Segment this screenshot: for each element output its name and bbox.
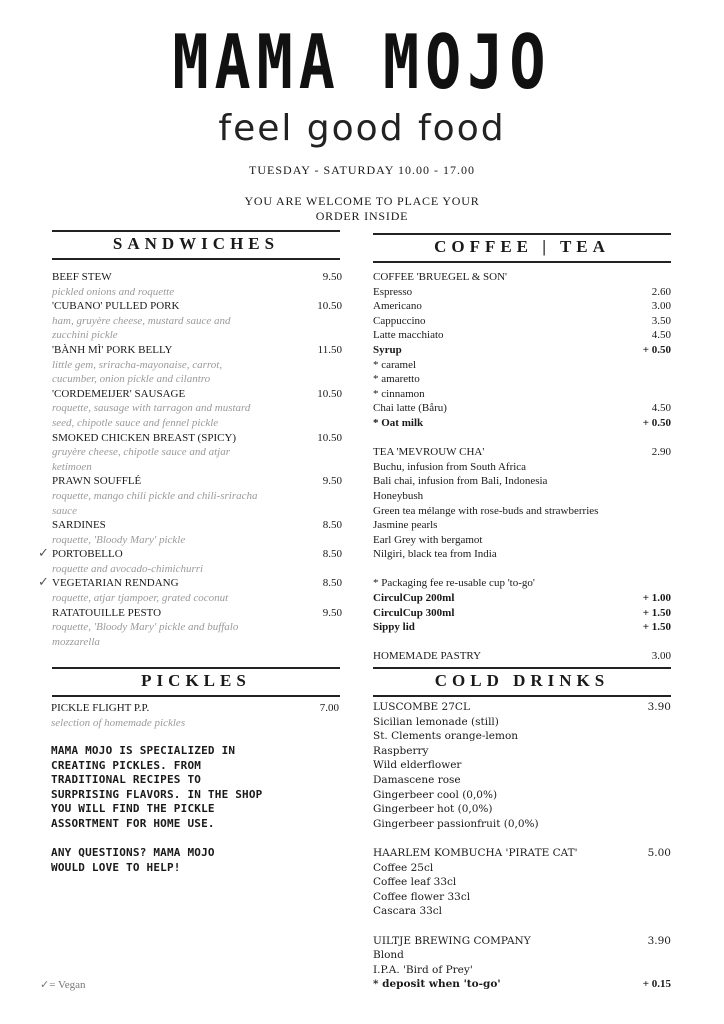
item-description: mozzarella — [52, 635, 100, 648]
menu-item: * deposit when 'to-go' + 0.15 — [373, 978, 671, 991]
menu-item: HOMEMADE PASTRY 3.00 — [373, 650, 671, 663]
tea-item: Nilgiri, black tea from India — [373, 548, 497, 561]
coffee-tea-list — [373, 270, 671, 664]
coffee-header: COFFEE 'BRUEGEL & SON' — [373, 271, 508, 283]
menu-item: ✓ PORTOBELLO 8.50 — [38, 545, 342, 561]
menu-item: Sippy lid + 1.50 — [373, 621, 671, 634]
note-line: SURPRISING FLAVORS. IN THE SHOP — [51, 787, 263, 801]
tea-item: Honeybush — [373, 489, 424, 502]
menu-item: 'CUBANO' PULLED PORK 10.50 — [52, 300, 342, 313]
welcome-line: YOU ARE WELCOME TO PLACE YOUR — [244, 194, 480, 208]
item-description: ketimoen — [52, 460, 92, 473]
menu-item: SARDINES 8.50 — [52, 519, 342, 532]
drink-option: Wild elderflower — [373, 759, 462, 772]
menu-item: CirculCup 200ml + 1.00 — [373, 592, 671, 605]
item-description: roquette, mango chili pickle and chili-sriracha — [52, 489, 258, 502]
welcome-text — [0, 194, 724, 224]
menu-item: ✓ VEGETARIAN RENDANG 8.50 — [38, 574, 342, 590]
menu-item: LUSCOMBE 27CL 3.90 — [373, 701, 671, 713]
cold-drinks-header — [373, 667, 671, 697]
menu-item: PICKLE FLIGHT P.P. 7.00 — [51, 702, 339, 714]
item-description: little gem, sriracha-mayonaise, carrot, — [52, 358, 223, 371]
sandwiches-list — [38, 270, 342, 649]
item-description: sauce — [52, 504, 78, 517]
menu-item: Cappuccino 3.50 — [373, 314, 671, 327]
item-description: roquette, 'Bloody Mary' pickle — [52, 533, 186, 546]
drink-option: Gingerbeer cool (0,0%) — [373, 788, 498, 801]
drink-option: I.P.A. 'Bird of Prey' — [373, 963, 473, 976]
item-description: gruyère cheese, chipotle sauce and atjar — [52, 446, 230, 459]
menu-item: HAARLEM KOMBUCHA 'PIRATE CAT' 5.00 — [373, 846, 671, 859]
note-line: MAMA MOJO IS SPECIALIZED IN — [51, 744, 236, 757]
cold-drinks-list — [373, 700, 671, 992]
drink-option: Blond — [373, 949, 404, 962]
menu-item: PRAWN SOUFFLÉ 9.50 — [52, 475, 342, 488]
section-title: SANDWICHES — [112, 234, 280, 253]
item-description: roquette and avocado-chimichurri — [52, 562, 204, 575]
item-description: zucchini pickle — [52, 329, 118, 342]
pickles-header — [52, 667, 340, 697]
drink-option: Cascara 33cl — [373, 905, 443, 918]
section-title: COLD DRINKS — [434, 671, 610, 690]
menu-item: CirculCup 300ml + 1.50 — [373, 606, 671, 619]
section-title: COFFEE | TEA — [434, 237, 610, 256]
brand-logo: MAMA MOJO — [172, 19, 552, 107]
menu-item: 'CORDEMEIJER' SAUSAGE 10.50 — [52, 387, 342, 400]
syrup-option: * caramel — [373, 358, 417, 371]
menu-item: Americano 3.00 — [373, 300, 671, 313]
syrup-option: * cinnamon — [373, 387, 425, 400]
menu-item: SMOKED CHICKEN BREAST (SPICY) 10.50 — [52, 431, 342, 444]
drink-option: Sicilian lemonade (still) — [373, 715, 499, 728]
item-description: seed, chipotle sauce and fennel pickle — [52, 416, 219, 429]
item-description: roquette, 'Bloody Mary' pickle and buffalo — [52, 621, 239, 634]
item-description: roquette, atjar tjampoer, grated coconut — [52, 592, 229, 605]
vegan-check-icon: ✓ — [38, 574, 49, 590]
packaging-note: * Packaging fee re-usable cup 'to-go' — [373, 577, 535, 590]
item-description: pickled onions and roquette — [52, 285, 175, 298]
opening-hours: TUESDAY - SATURDAY 10.00 - 17.00 — [249, 163, 475, 177]
drink-option: Coffee flower 33cl — [373, 890, 471, 903]
menu-item: 'BÀNH MÌ' PORK BELLY 11.50 — [52, 343, 342, 356]
tea-item: Green tea mélange with rose-buds and strawberries — [373, 504, 599, 517]
item-description: ham, gruyère cheese, mustard sauce and — [52, 314, 231, 327]
vegan-check-icon: ✓ — [38, 545, 49, 561]
menu-item: Chai latte (Båru) 4.50 — [373, 402, 671, 415]
note-line: ASSORTMENT FOR HOME USE. — [51, 816, 215, 830]
vegan-legend — [40, 978, 85, 991]
menu-item: * Oat milk + 0.50 — [373, 416, 671, 429]
menu-item: RATATOUILLE PESTO 9.50 — [52, 606, 342, 619]
sandwiches-header — [52, 230, 340, 260]
note-line: CREATING PICKLES. FROM — [51, 758, 202, 772]
drink-option: Coffee leaf 33cl — [373, 876, 457, 889]
tea-header: TEA 'MEVROUW CHA' 2.90 — [373, 446, 671, 459]
tea-item: Bali chai, infusion from Bali, Indonesia — [373, 475, 548, 488]
menu-item: Latte macchiato 4.50 — [373, 329, 671, 342]
drink-option: Damascene rose — [373, 773, 461, 786]
vegan-check-icon: ✓ — [40, 979, 50, 991]
item-description: cucumber, onion pickle and cilantro — [52, 373, 211, 386]
menu-item: BEEF STEW 9.50 — [52, 271, 342, 283]
note-line: YOU WILL FIND THE PICKLE — [51, 802, 215, 816]
pickles-list — [51, 701, 339, 730]
item-description: selection of homemade pickles — [51, 716, 186, 729]
syrup-option: * amaretto — [373, 373, 420, 386]
tea-item: Jasmine pearls — [373, 519, 438, 532]
item-description: roquette, sausage with tarragon and mustard — [52, 402, 251, 415]
drink-option: Gingerbeer hot (0,0%) — [373, 803, 493, 816]
tea-item: Earl Grey with bergamot — [373, 533, 483, 546]
note-line: ANY QUESTIONS? MAMA MOJO — [51, 846, 215, 860]
section-title: PICKLES — [141, 671, 251, 690]
menu-item: Syrup + 0.50 — [373, 343, 671, 356]
menu-item: Espresso 2.60 — [373, 285, 671, 298]
pickle-note — [51, 744, 291, 890]
welcome-line: ORDER INSIDE — [315, 209, 409, 223]
drink-option: Raspberry — [373, 744, 429, 757]
menu-item: UILTJE BREWING COMPANY 3.90 — [373, 934, 671, 947]
note-line: TRADITIONAL RECIPES TO — [51, 773, 202, 787]
legend-text: = Vegan — [49, 979, 86, 991]
drink-option: St. Clements orange-lemon — [373, 730, 519, 743]
coffee-tea-header — [373, 233, 671, 263]
drink-option: Gingerbeer passionfruit (0,0%) — [373, 817, 539, 830]
drink-option: Coffee 25cl — [373, 861, 434, 874]
note-line: WOULD LOVE TO HELP! — [51, 860, 181, 874]
brand-tagline: feel good food — [218, 108, 506, 149]
tea-item: Buchu, infusion from South Africa — [373, 460, 527, 473]
